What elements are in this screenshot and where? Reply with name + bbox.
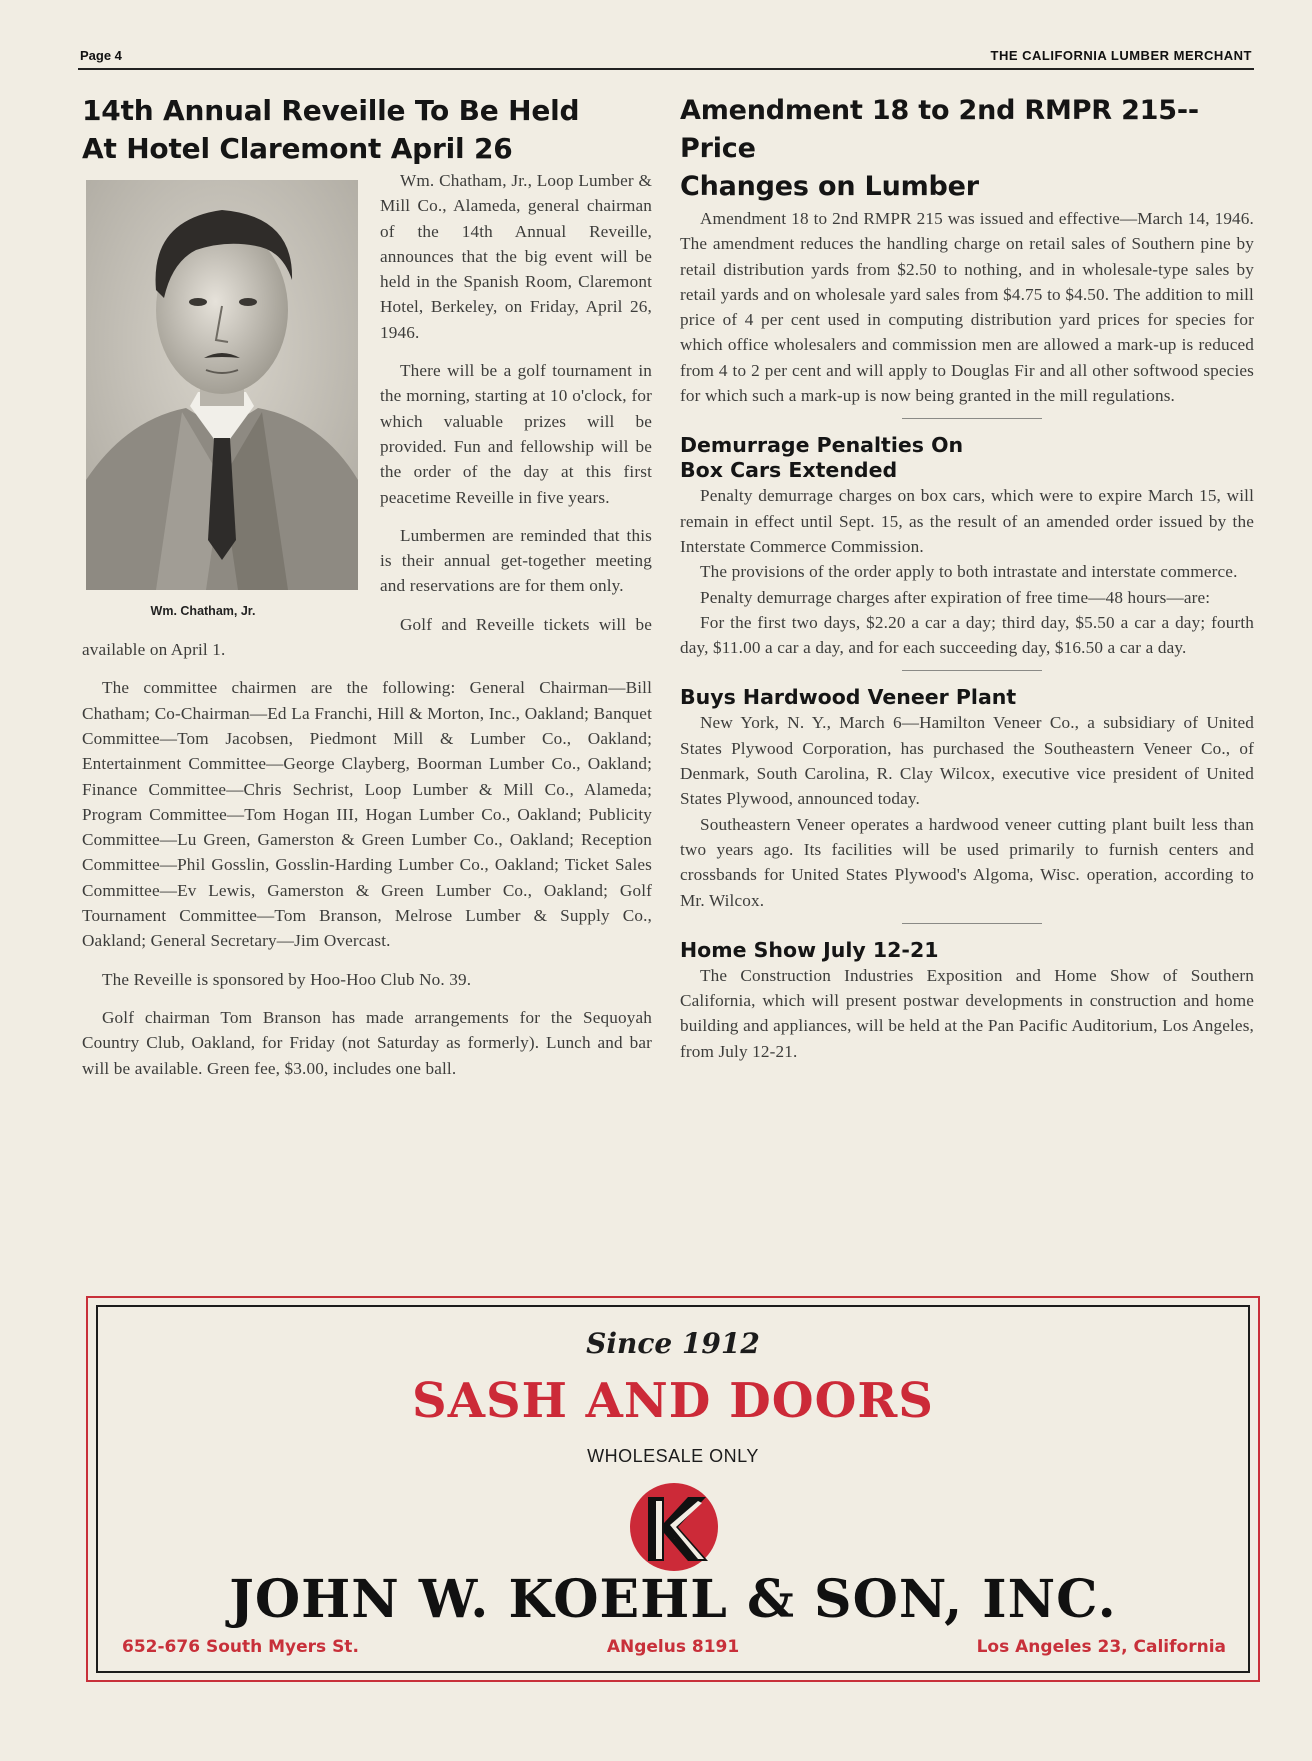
ad-since: Since 1912 [586, 1327, 760, 1360]
page-header [78, 46, 1254, 68]
demurrage-paragraph: Penalty demurrage charges on box cars, which were to expire March 15, will remain in effect until Sept. 15, as the result of an amended order issued by the Interstate Commerce Commission. [680, 486, 1254, 556]
demurrage-paragraph: The provisions of the order apply to both intrastate and interstate commerce. [700, 562, 1238, 582]
section-divider [902, 418, 1042, 419]
reveille-article [82, 92, 652, 1094]
amendment-title-line1: Amendment 18 to 2nd RMPR 215--Price [680, 95, 1199, 164]
reveille-paragraph: There will be a golf tournament in the morning, starting at 10 o'clock, for which valuable prizes will be provided. Fun and fellowship will be the order of the day at this first peacetime Reveille in five years. [380, 361, 652, 507]
ad-headline: SASH AND DOORS [412, 1373, 934, 1429]
section-divider [902, 670, 1042, 671]
page-number: Page 4 [80, 48, 122, 63]
portrait-photo [86, 180, 358, 590]
reveille-paragraph: Golf chairman Tom Branson has made arrangements for the Sequoyah Country Club, Oakland, for Friday (not Saturday as formerly). Lunch and bar will be available. Green fee, $3.00, includes one ball. [82, 1007, 652, 1078]
demurrage-title-line1: Demurrage Penalties On [680, 433, 964, 458]
amendment-title-line2: Changes on Lumber [680, 171, 979, 202]
ad-address: 652-676 South Myers St. [122, 1637, 359, 1657]
veneer-paragraph: Southeastern Veneer operates a hardwood veneer cutting plant built less than two years ago. Its facilities will be used primarily to furnish centers and crossbands for United States Plywood's Algoma, Wisc. operation, according to Mr. Wilcox. [680, 814, 1254, 910]
portrait-illustration [86, 180, 358, 590]
reveille-paragraph: Golf and Reveille tickets will be available on April 1. [82, 614, 652, 660]
ad-firm-name: JOHN W. KOEHL & SON, INC. [229, 1569, 1117, 1630]
reveille-paragraph: The Reveille is sponsored by Hoo-Hoo Club No. 39. [102, 969, 472, 989]
right-column [680, 92, 1254, 1064]
reveille-title-line2: At Hotel Claremont April 26 [82, 132, 513, 165]
homeshow-paragraph: The Construction Industries Exposition and Home Show of Southern California, which will present postwar developments in construction and home building and appliances, will be held at the Pan Pacific Auditorium, Los Angeles, from July 12-21. [680, 965, 1254, 1061]
demurrage-title-line2: Box Cars Extended [680, 458, 898, 483]
veneer-title: Buys Hardwood Veneer Plant [680, 685, 1017, 710]
demurrage-title [680, 433, 1254, 483]
portrait-figure [86, 180, 364, 618]
koehl-advertisement [86, 1296, 1260, 1682]
ad-inner-frame [96, 1305, 1250, 1673]
reveille-paragraph: Wm. Chatham, Jr., Loop Lumber & Mill Co., Alameda, general chairman of the 14th Annual Reveille, announces that the big event will be held in the Spanish Room, Claremont Hotel, Berkeley, on Friday, April 26, 1946. [380, 171, 652, 342]
logo-letter: K [674, 1539, 675, 1540]
ad-phone: ANgelus 8191 [606, 1637, 740, 1657]
publication-name: THE CALIFORNIA LUMBER MERCHANT [990, 48, 1252, 63]
section-divider [902, 923, 1042, 924]
homeshow-title: Home Show July 12-21 [680, 937, 939, 962]
ad-subline: WHOLESALE ONLY [587, 1446, 759, 1466]
reveille-paragraph: The committee chairmen are the following: General Chairman—Bill Chatham; Co-Chairman—Ed La Franchi, Hill & Morton, Inc., Oakland; Banquet Committee—Tom Jacobsen, Piedmont Mill & Lumber Co., Oakland; Entertainment Committee—George Clayberg, Boorman Lumber Co., Oakland; Finance Committee—Chris Sechrist, Loop Lumber & Mill Co., Alameda; Program Committee—Tom Hogan III, Hogan Lumber Co., Oakland; Publicity Committee—Lu Green, Gamerston & Green Lumber Co., Oakland; Reception Committee—Phil Gosslin, Gosslin-Harding Lumber Co., Oakland; Ticket Sales Committee—Ev Lewis, Gamerston & Green Lumber Co., Oakland; Golf Tournament Committee—Tom Branson, Melrose Lumber & Supply Co., Oakland; General Secretary—Jim Overcast. [82, 678, 652, 951]
k-logo-icon [626, 1479, 722, 1575]
ad-city: Los Angeles 23, California [976, 1637, 1226, 1657]
reveille-title [82, 92, 652, 168]
demurrage-paragraph: Penalty demurrage charges after expiration of free time—48 hours—are: [700, 587, 1211, 607]
reveille-paragraph: Lumbermen are reminded that this is their annual get-together meeting and reservations are for them only. [380, 525, 652, 596]
amendment-title [680, 92, 1254, 206]
demurrage-paragraph: For the first two days, $2.20 a car a day; third day, $5.50 a car a day; fourth day, $11.00 a car a day, and for each succeeding day, $16.50 a car a day. [680, 612, 1254, 658]
reveille-title-line1: 14th Annual Reveille To Be Held [82, 94, 580, 127]
veneer-paragraph: New York, N. Y., March 6—Hamilton Veneer Co., a subsidiary of United States Plywood Corporation, has purchased the Southeastern Veneer Co., of Denmark, South Carolina, R. Clay Wilcox, executive vice president of United States Plywood, announced today. [680, 713, 1254, 809]
portrait-caption: Wm. Chatham, Jr. [150, 604, 256, 618]
header-rule [78, 68, 1254, 70]
amendment-paragraph: Amendment 18 to 2nd RMPR 215 was issued and effective—March 14, 1946. The amendment reduces the handling charge on retail sales of Southern pine by retail distribution yards from $2.50 to nothing, and in wholesale-type sales by retail yards and on wholesale yard sales from $4.75 to $4.50. The addition to mill price of 4 per cent used in computing distribution yard prices for species for which office wholesalers and commission men are allowed a mark-up is reduced from 4 to 2 per cent and will apply to Douglas Fir and all other softwood species for which such a mark-up is now being granted in the mill regulations. [680, 209, 1254, 406]
